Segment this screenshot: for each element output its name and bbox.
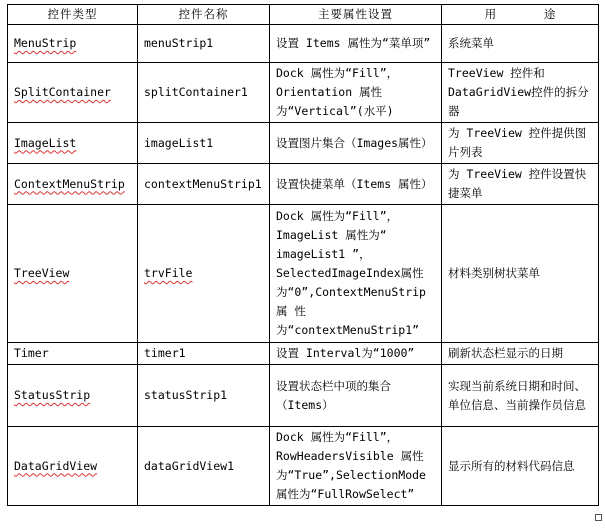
table-row (8, 164, 599, 205)
table-row (8, 63, 599, 123)
control-type-text: TreeView (14, 266, 70, 280)
cell-control-name: contextMenuStrip1 (138, 164, 270, 205)
cell-purpose: 实现当前系统日期和时间、单位信息、当前操作员信息 (442, 365, 599, 427)
cell-purpose: TreeView 控件和 DataGridView控件的拆分器 (442, 63, 599, 123)
header-control-type: 控件类型 (8, 5, 138, 25)
cell-control-name: dataGridView1 (138, 427, 270, 506)
control-type-text: ImageList (14, 135, 77, 150)
cell-control-type (8, 63, 138, 123)
cell-properties: Dock 属性为“Fill”，ImageList 属性为“ imageList1 ”，SelectedImageIndex属性为“0”,ContextMenuStrip 属 性 为“contextMenuStrip1” (270, 205, 442, 343)
cell-purpose: 为 TreeView 控件提供图片列表 (442, 123, 599, 164)
control-type-text: MenuStrip (14, 36, 77, 50)
cell-control-name: imageList1 (138, 123, 270, 164)
cell-properties: 设置 Items 属性为“菜单项” (270, 25, 442, 63)
control-type-text: StatusStrip (14, 388, 91, 402)
cell-control-type (8, 427, 138, 506)
cell-properties: 设置快捷菜单（Items 属性） (270, 164, 442, 205)
cell-control-name: splitContainer1 (138, 63, 270, 123)
cell-properties: Dock 属性为“Fill”，Orientation 属性为“Vertical”(水平) (270, 63, 442, 123)
cell-control-name: menuStrip1 (138, 25, 270, 63)
cell-control-name (138, 205, 270, 343)
table-row (8, 427, 599, 506)
cell-purpose: 刷新状态栏显示的日期 (442, 343, 599, 365)
controls-property-table (7, 4, 599, 506)
cell-purpose: 系统菜单 (442, 25, 599, 63)
cell-control-type (8, 205, 138, 343)
table-row (8, 343, 599, 365)
cell-control-type (8, 123, 138, 164)
header-main-properties: 主要属性设置 (270, 5, 442, 25)
cell-control-type (8, 25, 138, 63)
table-row (8, 365, 599, 427)
table-header-row (8, 5, 599, 25)
cell-control-type (8, 164, 138, 205)
control-name-text: trvFile (144, 266, 193, 280)
control-type-text: DataGridView (14, 458, 98, 473)
table-row (8, 123, 599, 164)
cell-purpose: 材料类别树状菜单 (442, 205, 599, 343)
control-type-text: ContextMenuStrip (14, 176, 125, 191)
cell-properties: Dock 属性为“Fill”，RowHeadersVisible 属性为“True”,SelectionMode 属性为“FullRowSelect” (270, 427, 442, 506)
cell-control-type (8, 365, 138, 427)
cell-control-name: statusStrip1 (138, 365, 270, 427)
paragraph-end-marker (595, 514, 602, 521)
cell-properties: 设置图片集合（Images属性） (270, 123, 442, 164)
cell-control-name: timer1 (138, 343, 270, 365)
table-row (8, 205, 599, 343)
cell-control-type: Timer (8, 343, 138, 365)
header-purpose: 用 途 (442, 5, 599, 25)
cell-properties: 设置状态栏中项的集合（Items） (270, 365, 442, 427)
cell-purpose: 显示所有的材料代码信息 (442, 427, 599, 506)
header-control-name: 控件名称 (138, 5, 270, 25)
table-row (8, 25, 599, 63)
control-type-text: SplitContainer (14, 85, 111, 99)
cell-properties: 设置 Interval为“1000” (270, 343, 442, 365)
cell-purpose: 为 TreeView 控件设置快捷菜单 (442, 164, 599, 205)
